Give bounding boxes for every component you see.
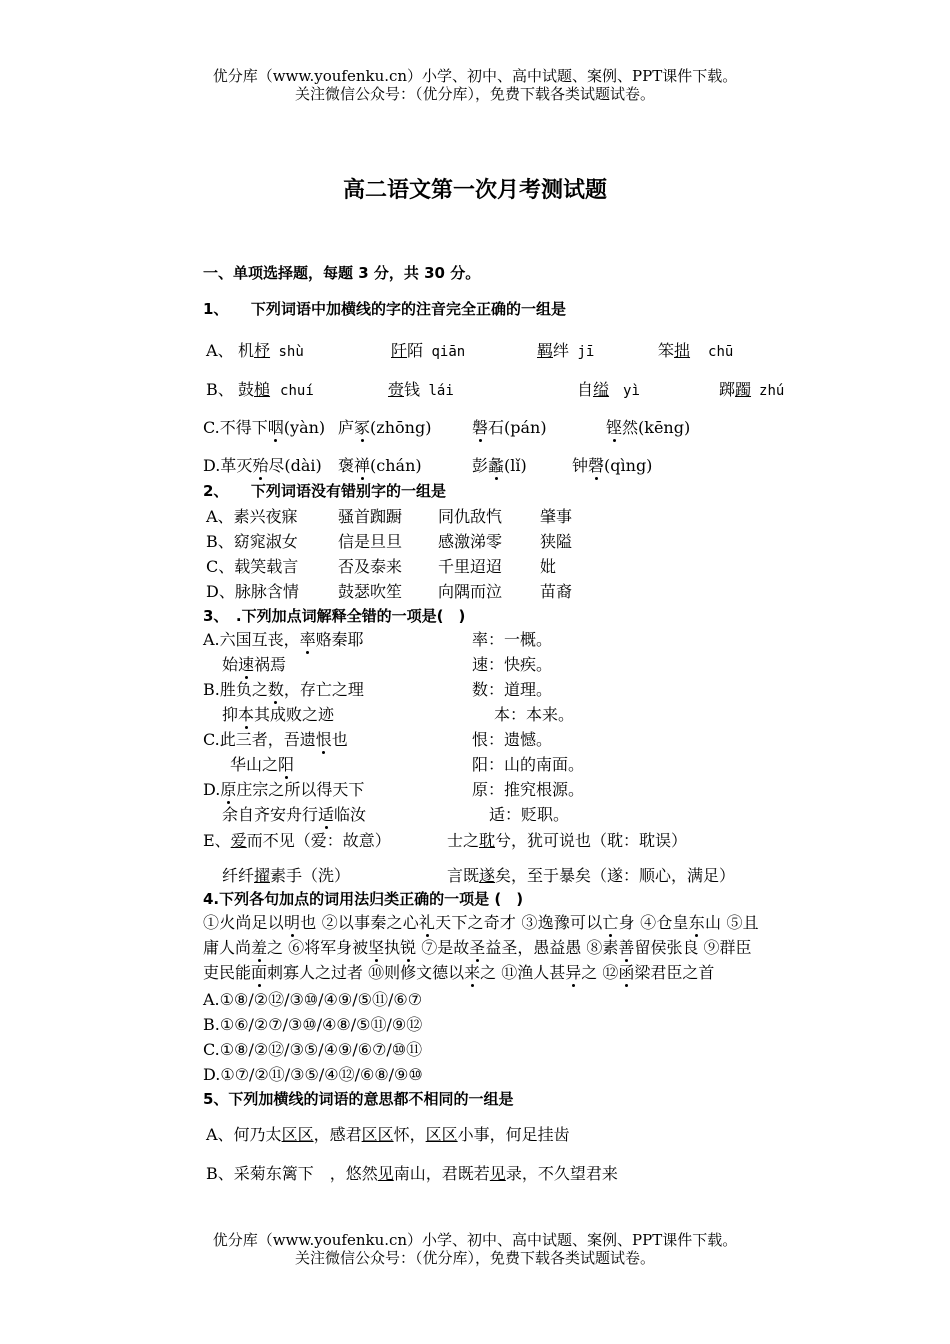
q1-option-d-part2: 褒禅(chán) bbox=[338, 456, 422, 475]
q4-sentences-line1: ①火尚足以明也 ②以事秦之心礼天下之奇才 ③逸豫可以亡身 ④仓皇东山 ⑤且 bbox=[203, 913, 759, 932]
q3-c-sentence1: C.此三者，吾遗恨也 bbox=[203, 730, 348, 749]
section-heading: 一、单项选择题，每题 3 分，共 30 分。 bbox=[203, 264, 481, 282]
q1-option-a-word4: 笨拙 chū bbox=[658, 341, 734, 360]
page-footer-line1: 优分库（www.youfenku.cn）小学、初中、高中试题、案例、PPT课件下载。 bbox=[212, 1231, 738, 1249]
q1-stem: 1、 下列词语中加横线的字的注音完全正确的一组是 bbox=[203, 300, 566, 318]
q1-option-c-part2: 庐冢(zhōng) bbox=[338, 418, 432, 437]
page-title: 高二语文第一次月考测试题 bbox=[342, 178, 607, 203]
q1-option-a-word2: 阡陌 qiān bbox=[391, 341, 466, 360]
q3-b-sentence2: 抑本其成败之迹 bbox=[222, 705, 335, 724]
q1-option-a-word1: 机杼 shù bbox=[238, 341, 304, 360]
q3-c-gloss2: 阳：山的南面。 bbox=[472, 755, 585, 774]
q2-b-4: 狭隘 bbox=[540, 532, 573, 551]
q4-option-a: A.①⑧/②⑫/③⑩/④⑨/⑤⑪/⑥⑦ bbox=[203, 990, 423, 1009]
q4-stem: 4.下列各句加点的词用法归类正确的一项是 ( ) bbox=[203, 890, 524, 908]
q2-a-4: 肇事 bbox=[540, 507, 573, 526]
q1-option-c-part3: 磐石(pán) bbox=[472, 418, 547, 437]
q1-option-d-part4: 钟磬(qìng) bbox=[572, 456, 653, 475]
q3-d-sentence2: 余自齐安舟行适临汝 bbox=[222, 805, 367, 824]
q3-b-gloss1: 数：道理。 bbox=[472, 680, 553, 699]
q2-c-1: C、载笑载言 bbox=[206, 557, 299, 576]
q3-b-sentence1: B.胜负之数，存亡之理 bbox=[203, 680, 364, 699]
q3-e-sentence1: E、爱而不见（爱：故意） bbox=[203, 831, 391, 850]
q1-option-d-part3: 彭蠡(lǐ) bbox=[472, 456, 527, 475]
q3-stem: 3、 .下列加点词解释全错的一项是( ) bbox=[203, 607, 466, 625]
q4-option-b: B.①⑥/②⑦/③⑩/④⑧/⑤⑪/⑨⑫ bbox=[203, 1015, 423, 1034]
q3-c-gloss1: 恨：遗憾。 bbox=[472, 730, 553, 749]
q1-option-a-word3: 羁绊 jī bbox=[537, 341, 595, 360]
q2-d-1: D、脉脉含情 bbox=[206, 582, 299, 601]
page-header-line2: 关注微信公众号：（优分库），免费下载各类试题试卷。 bbox=[294, 85, 655, 103]
q2-d-3: 向隅而泣 bbox=[438, 582, 503, 601]
q2-d-4: 苗裔 bbox=[540, 582, 573, 601]
q3-a-sentence2: 始速祸焉 bbox=[222, 655, 287, 674]
q3-e-gloss1: 士之耽兮，犹可说也（耽：耽误） bbox=[447, 831, 688, 850]
q1-option-d-part1: D.革灭殆尽(dài) bbox=[203, 456, 322, 475]
page-footer-line2: 关注微信公众号：（优分库），免费下载各类试题试卷。 bbox=[294, 1249, 655, 1267]
q4-sentences-line3: 吏民能面刺寡人之过者 ⑩则修文德以来之 ⑪渔人甚异之 ⑫函梁君臣之首 bbox=[203, 963, 715, 982]
q2-b-1: B、窈窕淑女 bbox=[206, 532, 298, 551]
q2-d-2: 鼓瑟吹笙 bbox=[338, 582, 403, 601]
q1-option-b-word1: 鼓槌 chuí bbox=[238, 380, 314, 399]
q5-option-a: A、何乃太区区，感君区区怀，区区小事，何足挂齿 bbox=[206, 1125, 570, 1144]
q2-c-3: 千里迢迢 bbox=[438, 557, 503, 576]
q3-e-gloss2: 言既遂矣，至于暴矣（遂：顺心，满足） bbox=[447, 866, 736, 885]
q1-option-b-word2: 赍钱 lái bbox=[388, 380, 454, 399]
q3-a-gloss2: 速：快疾。 bbox=[472, 655, 553, 674]
q1-option-b-label: B、 bbox=[206, 380, 234, 399]
q1-option-b-word4: 踯躅 zhú bbox=[719, 380, 785, 399]
q2-a-2: 骚首踟蹰 bbox=[338, 507, 403, 526]
q4-option-c: C.①⑧/②⑫/③⑤/④⑨/⑥⑦/⑩⑪ bbox=[203, 1040, 423, 1059]
q4-sentences-line2: 庸人尚羞之 ⑥将军身被坚执锐 ⑦是故圣益圣，愚益愚 ⑧素善留侯张良 ⑨群臣 bbox=[203, 938, 752, 957]
q2-a-1: A、素兴夜寐 bbox=[206, 507, 298, 526]
q3-b-gloss2: 本：本来。 bbox=[494, 705, 575, 724]
q2-c-2: 否及泰来 bbox=[338, 557, 403, 576]
q1-option-b-word3: 自缢 yì bbox=[577, 380, 640, 399]
q2-c-4: 妣 bbox=[540, 557, 557, 576]
q3-a-gloss1: 率：一概。 bbox=[472, 630, 553, 649]
page-header-line1: 优分库（www.youfenku.cn）小学、初中、高中试题、案例、PPT课件下载。 bbox=[212, 67, 738, 85]
q1-option-c-part1: C.不得下咽(yàn) bbox=[203, 418, 326, 437]
q3-d-gloss1: 原：推究根源。 bbox=[472, 780, 585, 799]
q3-c-sentence2: 华山之阳 bbox=[230, 755, 295, 774]
q3-d-sentence1: D.原庄宗之所以得天下 bbox=[203, 780, 365, 799]
q1-option-a-label: A、 bbox=[206, 341, 234, 360]
q2-stem: 2、 下列词语没有错别字的一组是 bbox=[203, 482, 446, 500]
q2-b-2: 信是旦旦 bbox=[338, 532, 403, 551]
q3-e-sentence2: 纤纤擢素手（洗） bbox=[222, 866, 351, 885]
q2-b-3: 感激涕零 bbox=[438, 532, 503, 551]
q3-d-gloss2: 适：贬职。 bbox=[489, 805, 570, 824]
q1-option-c-part4: 铿然(kēng) bbox=[606, 418, 691, 437]
q5-option-b: B、采菊东篱下 ，悠然见南山，君既若见录，不久望君来 bbox=[206, 1164, 618, 1183]
q5-stem: 5、下列加横线的词语的意思都不相同的一组是 bbox=[203, 1090, 514, 1108]
q2-a-3: 同仇敌忾 bbox=[438, 507, 503, 526]
q4-option-d: D.①⑦/②⑪/③⑤/④⑫/⑥⑧/⑨⑩ bbox=[203, 1065, 423, 1084]
q3-a-sentence1: A.六国互丧，率赂秦耶 bbox=[203, 630, 364, 649]
